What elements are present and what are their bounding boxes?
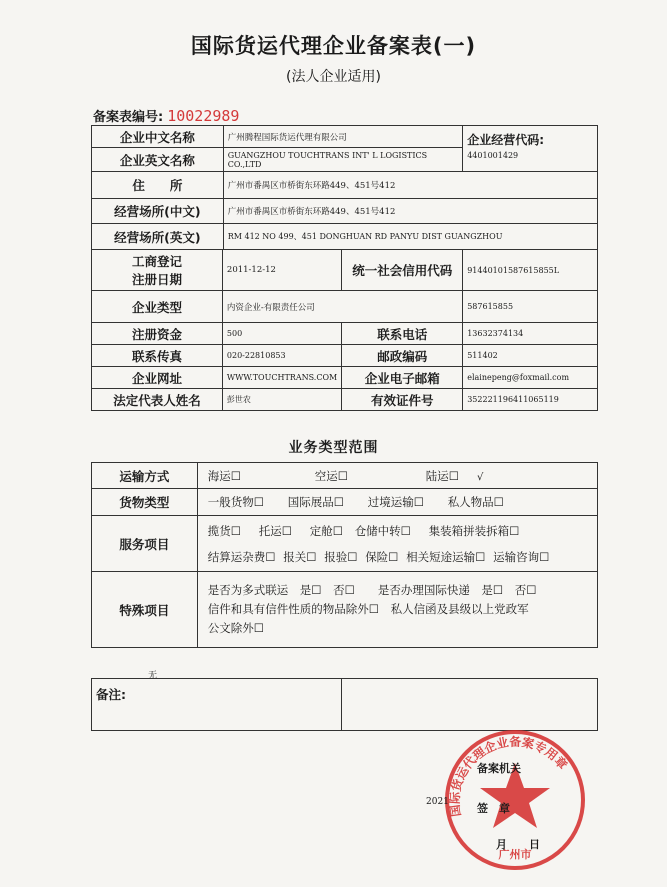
goods-label: 货物类型 xyxy=(92,489,198,516)
service-option: 报关☐ xyxy=(283,549,317,564)
record-number-label: 备案表编号: xyxy=(93,110,164,125)
scope-heading: 业务类型范围 xyxy=(288,440,379,456)
service-row-2 xyxy=(202,544,593,570)
biz-cn-label: 经营场所(中文) xyxy=(92,199,224,224)
postal-value: 511402 xyxy=(463,345,598,367)
cn-name-value: 广州腾程国际货运代理有限公司 xyxy=(223,126,462,148)
form-subtitle: (法人企业适用) xyxy=(286,69,381,85)
biz-cn-value: 广州市番禺区市桥街东环路449、451号412 xyxy=(223,199,597,224)
phone-label: 联系电话 xyxy=(342,323,463,345)
id-label: 有效证件号 xyxy=(342,389,463,411)
reg-label-line1: 工商登记 xyxy=(131,254,182,269)
seal-date-text: 月 日 xyxy=(496,838,540,851)
credit-label: 统一社会信用代码 xyxy=(342,250,463,291)
service-option: 保险☐ xyxy=(365,549,399,564)
phone-value: 13632374134 xyxy=(463,323,598,345)
remarks-label: 备注: xyxy=(96,687,126,702)
special-line-3: 公文除外☐ xyxy=(207,621,265,635)
fax-label: 联系传真 xyxy=(92,345,223,367)
company-info-table-2 xyxy=(91,249,598,411)
seal-sign-text: 签 章 xyxy=(477,802,510,815)
capital-value: 500 xyxy=(222,323,341,345)
reg-label-line2: 注册日期 xyxy=(131,272,182,287)
service-option: 相关短途运输☐ xyxy=(406,549,486,564)
fax-value: 020-22810853 xyxy=(222,345,341,367)
service-options xyxy=(197,516,597,572)
reg-label xyxy=(92,250,223,291)
special-line-2: 信件和具有信件性质的物品除外☐ 私人信函及县级以上党政军 xyxy=(207,602,529,616)
biz-en-value: RM 412 NO 499、451 DONGHUAN RD PANYU DIST GUANGZHOU xyxy=(223,224,597,250)
transport-label: 运输方式 xyxy=(92,463,198,489)
service-option: 集装箱拼装拆箱☐ xyxy=(428,523,520,538)
special-label: 特殊项目 xyxy=(92,572,198,648)
special-options xyxy=(197,572,597,648)
official-seal xyxy=(440,725,590,875)
biz-en-label: 经营场所(英文) xyxy=(92,224,224,250)
legal-label: 法定代表人姓名 xyxy=(92,389,223,411)
type-extra-value: 587615855 xyxy=(463,291,598,323)
transport-option-sea: 海运☐ xyxy=(207,468,242,483)
postal-label: 邮政编码 xyxy=(342,345,463,367)
transport-check-mark: √ xyxy=(477,471,484,483)
goods-option-exhibit: 国际展品☐ xyxy=(287,495,345,509)
service-option: 报验☐ xyxy=(324,549,358,564)
footer-year: 2021 xyxy=(426,797,449,807)
seal-city: 广州市 xyxy=(498,848,532,861)
scope-table xyxy=(91,462,598,648)
capital-label: 注册资金 xyxy=(92,323,223,345)
goods-options xyxy=(197,489,597,516)
type-label: 企业类型 xyxy=(92,291,223,323)
seal-authority-text: 备案机关 xyxy=(477,762,521,775)
goods-option-personal: 私人物品☐ xyxy=(447,495,504,509)
en-name-value: GUANGZHOU TOUCHTRANS INT' L LOGISTICS CO.,LTD xyxy=(223,148,462,172)
reg-date-value: 2011-12-12 xyxy=(222,250,341,291)
form-title: 国际货运代理企业备案表(一) xyxy=(190,34,477,58)
record-number-value: 10022989 xyxy=(167,107,240,125)
email-value: elainepeng@foxmail.com xyxy=(463,367,598,389)
seal-ring-text-path: 国际货运代理企业备案专用章 xyxy=(447,734,570,818)
transport-option-land: 陆运☐ xyxy=(425,468,460,483)
email-label: 企业电子邮箱 xyxy=(342,367,463,389)
service-option: 定舱☐ xyxy=(309,523,344,538)
service-option: 仓储中转☐ xyxy=(354,523,411,538)
address-value: 广州市番禺区市桥街东环路449、451号412 xyxy=(223,172,597,199)
website-value: WWW.TOUCHTRANS.COM xyxy=(222,367,341,389)
code-value: 4401001429 xyxy=(467,151,519,160)
type-value: 内资企业-有限责任公司 xyxy=(222,291,462,323)
en-name-label: 企业英文名称 xyxy=(92,148,224,172)
transport-options xyxy=(197,463,597,489)
special-line-1: 是否为多式联运 是☐ 否☐ 是否办理国际快递 是☐ 否☐ xyxy=(207,583,537,597)
goods-option-general: 一般货物☐ xyxy=(207,495,265,509)
id-value: 352221196411065119 xyxy=(463,389,598,411)
legal-value: 彭世农 xyxy=(222,389,341,411)
service-label: 服务项目 xyxy=(92,516,198,572)
address-label: 住 所 xyxy=(92,172,224,199)
code-label: 企业经营代码: xyxy=(467,133,545,147)
company-info-table xyxy=(91,125,598,250)
remarks-table xyxy=(91,678,598,731)
service-option: 结算运杂费☐ xyxy=(207,549,276,564)
service-option: 揽货☐ xyxy=(207,523,242,538)
credit-value: 91440101587615855L xyxy=(463,250,598,291)
cn-name-label: 企业中文名称 xyxy=(92,126,224,148)
transport-option-air: 空运☐ xyxy=(314,468,349,483)
remarks-blank-cell xyxy=(341,679,597,731)
service-option: 托运☐ xyxy=(258,523,293,538)
code-cell xyxy=(463,126,598,172)
goods-option-transit: 过境运输☐ xyxy=(367,495,425,509)
remarks-none-note: 无 xyxy=(148,671,158,681)
service-option: 运输咨询☐ xyxy=(493,549,550,564)
record-number-line xyxy=(93,106,239,125)
website-label: 企业网址 xyxy=(92,367,223,389)
remarks-cell xyxy=(92,679,342,731)
service-row-1 xyxy=(202,518,593,544)
